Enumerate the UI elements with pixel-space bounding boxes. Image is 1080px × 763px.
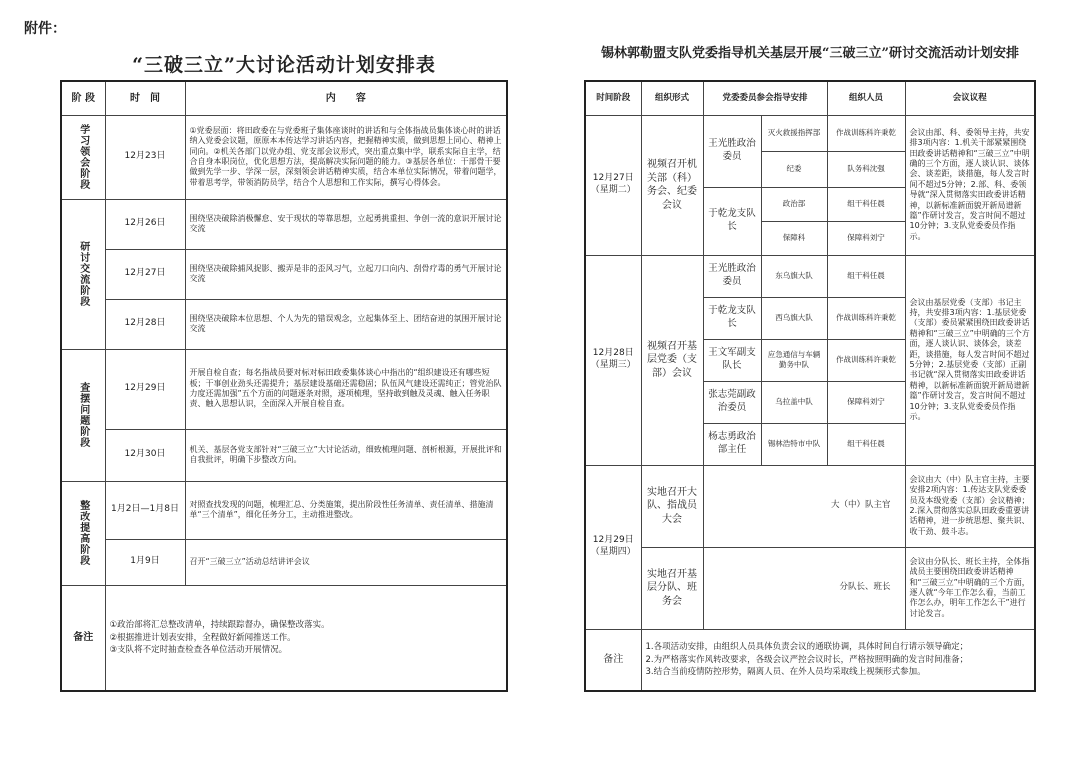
header-member-guidance: 党委委员参会指导安排 xyxy=(703,81,827,115)
org-person-cell: 分队长、班长 xyxy=(703,547,905,629)
header-stage: 阶 段 xyxy=(61,81,105,115)
stage-cell xyxy=(61,349,105,481)
org-person-cell: 保障科刘宁 xyxy=(827,381,905,423)
member-cell: 张志莞副政治委员 xyxy=(703,381,761,423)
content-cell: 开展自检自查；每名指战员要对标对标田政委集体谈心中指出的“组织建设还有哪些短板；干事创业劲头还需提升；基层建设基础还需稳固；队伍风气建设还需纯正；管党治队力度还需加强”五个方面的问题逐条对照，逐项梳理，坚持敢到触及灵魂、触入任务职责、触入思想认识，全面深入开展自检自查。 xyxy=(185,349,507,429)
table-row xyxy=(585,547,1035,629)
date-cell: 12月27日 xyxy=(105,249,185,299)
member-cell: 于乾龙支队长 xyxy=(703,297,761,339)
org-person-cell: 大（中）队主官 xyxy=(703,465,905,547)
table-row xyxy=(61,349,507,429)
header-org-person: 组织人员 xyxy=(827,81,905,115)
date-cell: 1月2日—1月8日 xyxy=(105,481,185,539)
stage-name: 学习领会阶段 xyxy=(77,124,89,190)
unit-cell: 保障科 xyxy=(761,221,827,255)
date-cell: 12月28日（星期三） xyxy=(585,255,641,465)
unit-cell: 政治部 xyxy=(761,187,827,221)
content-cell: 围绕坚决破除捕风捉影、搬弄是非的歪风习气，立起刀口向内、刮骨疗毒的勇气开展讨论交流 xyxy=(185,249,507,299)
stage-cell xyxy=(61,481,105,585)
note-label: 备注 xyxy=(585,629,641,691)
table-row xyxy=(61,481,507,539)
header-time-stage: 时间阶段 xyxy=(585,81,641,115)
org-person-cell: 作战训练科许秉乾 xyxy=(827,297,905,339)
member-cell: 于乾龙支队长 xyxy=(703,187,761,255)
content-cell: 围绕坚决破除本位思想、个人为先的错误观念，立起集体至上、团结奋进的氛围开展讨论交流 xyxy=(185,299,507,349)
org-person-cell: 作战训练科许秉乾 xyxy=(827,339,905,381)
org-person-cell: 组干科任晨 xyxy=(827,187,905,221)
date-cell: 12月26日 xyxy=(105,199,185,249)
table-row xyxy=(585,115,1035,151)
agenda-cell: 会议由基层党委（支部）书记主持，共安排3项内容：1.基层党委（支部）委员紧紧围绕田政委讲话精神和“三破三立”中明确的三个方面，逐人谈认识、谈体会，谈差距，谈措施，每人发言时间不超过5分钟；2.基层党委（支部）正副书记就“深入贯彻落实田政委讲话精神，以新标准新面貌开新局谱新篇”作研讨发言，发言时间不超过10分钟；3.支队党委委员作指示。 xyxy=(905,255,1035,465)
unit-cell: 东乌旗大队 xyxy=(761,255,827,297)
org-person-cell: 保障科刘宁 xyxy=(827,221,905,255)
note-line: 3.结合当前疫情防控形势，隔离人员、在外人员均采取线上视频形式参加。 xyxy=(645,666,926,677)
header-agenda: 会议议程 xyxy=(905,81,1035,115)
right-plan-table xyxy=(584,80,1036,692)
note-line: ③支队将不定时抽查检查各单位活动开展情况。 xyxy=(109,644,288,655)
note-line: 1.各项活动安排，由组织人员具体负责会议的通联协调，具体时间自行请示领导确定； xyxy=(645,642,969,653)
note-label: 备注 xyxy=(61,585,105,691)
content-cell: 召开“三破三立”活动总结讲评会议 xyxy=(185,539,507,585)
table-row xyxy=(61,429,507,481)
stage-cell xyxy=(61,199,105,349)
member-cell: 王光胜政治委员 xyxy=(703,255,761,297)
table-header-row xyxy=(61,81,507,115)
content-cell: 机关、基层各党支部针对“三破三立”大讨论活动，细致梳理问题、剖析根源，开展批评和自我批评，明确下步整改方向。 xyxy=(185,429,507,481)
date-cell: 1月9日 xyxy=(105,539,185,585)
member-cell: 王光胜政治委员 xyxy=(703,115,761,187)
form-cell: 实地召开基层分队、班务会 xyxy=(641,547,703,629)
content-cell: 对照查找发现的问题，梳理汇总、分类施策，提出阶段性任务清单、责任清单、措施清单“三个清单”，细化任务分工，主动推进整改。 xyxy=(185,481,507,539)
right-table-title: 锡林郭勒盟支队党委指导机关基层开展“三破三立”研讨交流活动计划安排 xyxy=(601,46,1019,61)
content-cell: ①党委层面：将田政委在与党委班子集体座谈时的讲话和与全体指战员集体谈心时的讲话纳入党委会议题，原原本本传达学习讲话内容，把握精神实质，做到思想上同心、精神上同向。②机关各部门以党办组、党支部会议形式，突出重点集中学，联系实际自主学，结合自身本职岗位，优化思想方法，提高解决实际问题的能力。③基层各单位：干部骨干要做到先学一步、学深一层，深刻领会讲话精神实质，结合本单位实际情况，带着问题学，带着思考学，带领消防员学，结合个人思想和工作实际，撰写心得体会。 xyxy=(185,115,507,199)
date-cell: 12月27日（星期二） xyxy=(585,115,641,255)
table-header-row xyxy=(585,81,1035,115)
table-row xyxy=(61,299,507,349)
header-time: 时 间 xyxy=(105,81,185,115)
attachment-label: 附件： xyxy=(24,21,66,37)
note-line: ①政治部将汇总整改清单，持续跟踪督办，确保整改落实。 xyxy=(109,620,330,631)
table-row xyxy=(585,255,1035,297)
note-row xyxy=(585,629,1035,691)
table-row xyxy=(585,465,1035,547)
stage-name: 整改提高阶段 xyxy=(77,500,89,566)
unit-cell: 灭火救援指挥部 xyxy=(761,115,827,151)
form-cell: 视频召开机关部（科）务会、纪委会议 xyxy=(641,115,703,255)
unit-cell: 锡林浩特市中队 xyxy=(761,423,827,465)
date-cell: 12月23日 xyxy=(105,115,185,199)
form-cell: 视频召开基层党委（支部）会议 xyxy=(641,255,703,465)
stage-name: 研讨交流阶段 xyxy=(77,241,89,307)
date-cell: 12月28日 xyxy=(105,299,185,349)
stage-name: 查摆问题阶段 xyxy=(77,382,89,448)
unit-cell: 纪委 xyxy=(761,151,827,187)
stage-cell xyxy=(61,115,105,199)
agenda-cell: 会议由部、科、委领导主持，共安排3项内容：1.机关干部紧紧围绕田政委讲话精神和“三破三立”中明确的三个方面，逐人谈认识、谈体会、谈差距，谈措施，每人发言时间不超过5分钟；2.部、科、委领导就“深入贯彻落实田政委讲话精神，以新标准新面貌开新局谱新篇”作研讨发言，发言时间不超过10分钟；3.支队党委委员作指示。 xyxy=(905,115,1035,255)
member-cell: 王文军副支队长 xyxy=(703,339,761,381)
note-line: ②根据推进计划表安排，全程做好新闻推送工作。 xyxy=(109,632,296,643)
header-org-form: 组织形式 xyxy=(641,81,703,115)
org-person-cell: 队务科沈强 xyxy=(827,151,905,187)
left-table-title: “三破三立”大讨论活动计划安排表 xyxy=(132,54,436,76)
left-plan-table xyxy=(60,80,508,692)
note-row xyxy=(61,585,507,691)
agenda-cell: 会议由分队长、班长主持，全体指战员主要围绕田政委讲话精神和“三破三立”中明确的三个方面，逐人就“今年工作怎么看，当前工作怎么办，明年工作怎么干”进行讨论发言。 xyxy=(905,547,1035,629)
date-cell: 12月29日（星期四） xyxy=(585,465,641,629)
org-person-cell: 作战训练科许秉乾 xyxy=(827,115,905,151)
table-row xyxy=(61,249,507,299)
note-cell xyxy=(105,585,507,691)
form-cell: 实地召开大队、指战员大会 xyxy=(641,465,703,547)
org-person-cell: 组干科任晨 xyxy=(827,255,905,297)
org-person-cell: 组干科任晨 xyxy=(827,423,905,465)
unit-cell: 应急通信与车辆勤务中队 xyxy=(761,339,827,381)
table-row xyxy=(61,199,507,249)
table-row xyxy=(61,115,507,199)
unit-cell: 乌拉盖中队 xyxy=(761,381,827,423)
unit-cell: 西乌旗大队 xyxy=(761,297,827,339)
agenda-cell: 会议由大（中）队主官主持，主要安排2项内容：1.传达支队党委委员及本级党委（支部）会议精神；2.深入贯彻落实总队田政委重要讲话精神，进一步统思想、聚共识、收干劲、鼓斗志。 xyxy=(905,465,1035,547)
content-cell: 围绕坚决破除消极懈怠、安于现状的等靠思想，立起勇挑重担、争创一流的意识开展讨论交流 xyxy=(185,199,507,249)
header-content: 内 容 xyxy=(185,81,507,115)
member-cell: 杨志勇政治部主任 xyxy=(703,423,761,465)
note-cell xyxy=(641,629,1035,691)
note-line: 2.为严格落实作风转改要求，各级会议严控会议时长，严格按照明确的发言时间准备； xyxy=(645,654,969,665)
date-cell: 12月29日 xyxy=(105,349,185,429)
table-row xyxy=(61,539,507,585)
date-cell: 12月30日 xyxy=(105,429,185,481)
